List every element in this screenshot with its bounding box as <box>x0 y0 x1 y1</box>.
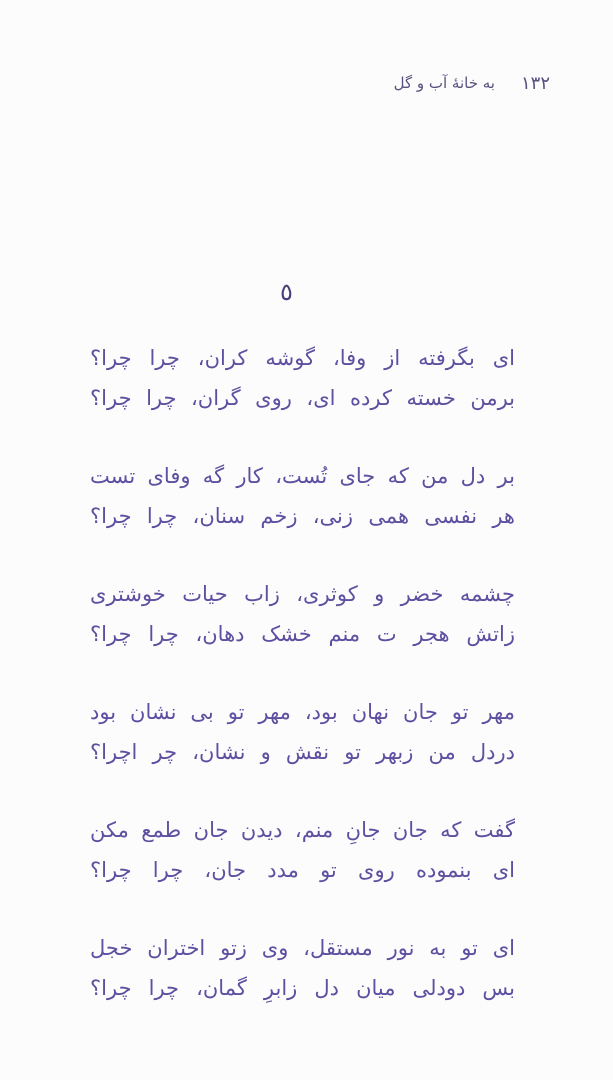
verse-line: دردل من زبهر تو نقش و نشان، چر اچرا؟ <box>90 740 515 764</box>
stanza <box>90 456 515 574</box>
verse-line: ای بگرفته از وفا، گوشه کران، چرا چرا؟ <box>90 346 515 370</box>
verse-line: مهر تو جان نهان بود، مهر تو بی نشان بود <box>90 700 515 724</box>
stanza <box>90 928 515 1046</box>
page-number: ۱۳۲ <box>520 72 550 94</box>
stanza <box>90 338 515 456</box>
stanza <box>90 574 515 692</box>
running-title: به خانهٔ آب و گل <box>393 74 495 92</box>
verse-line: برمن خسته کرده ای، روی گران، چرا چرا؟ <box>90 386 515 410</box>
verse-line: بس دودلی میان دل زابرِ گمان، چرا چرا؟ <box>90 976 515 1000</box>
verse-line: ای تو به نور مستقل، وی زتو اختران خجل <box>90 936 515 960</box>
poem-number: ٥ <box>280 279 293 306</box>
verse-line: بر دل من که جای تُست، کار گه وفای تست <box>90 464 515 488</box>
stanza <box>90 692 515 810</box>
verse-line: گفت که جان جانِ منم، دیدن جان طمع مکن <box>90 818 515 842</box>
poem-body <box>90 338 515 1046</box>
page-header <box>380 68 550 98</box>
verse-line: چشمه خضر و کوثری، زاب حیات خوشتری <box>90 582 515 606</box>
stanza <box>90 810 515 928</box>
verse-line: زاتش هجر ت منم خشک دهان، چرا چرا؟ <box>90 622 515 646</box>
verse-line: هر نفسی همی زنی، زخم سنان، چرا چرا؟ <box>90 504 515 528</box>
verse-line: ای بنموده روی تو مدد جان، چرا چرا؟ <box>90 858 515 882</box>
